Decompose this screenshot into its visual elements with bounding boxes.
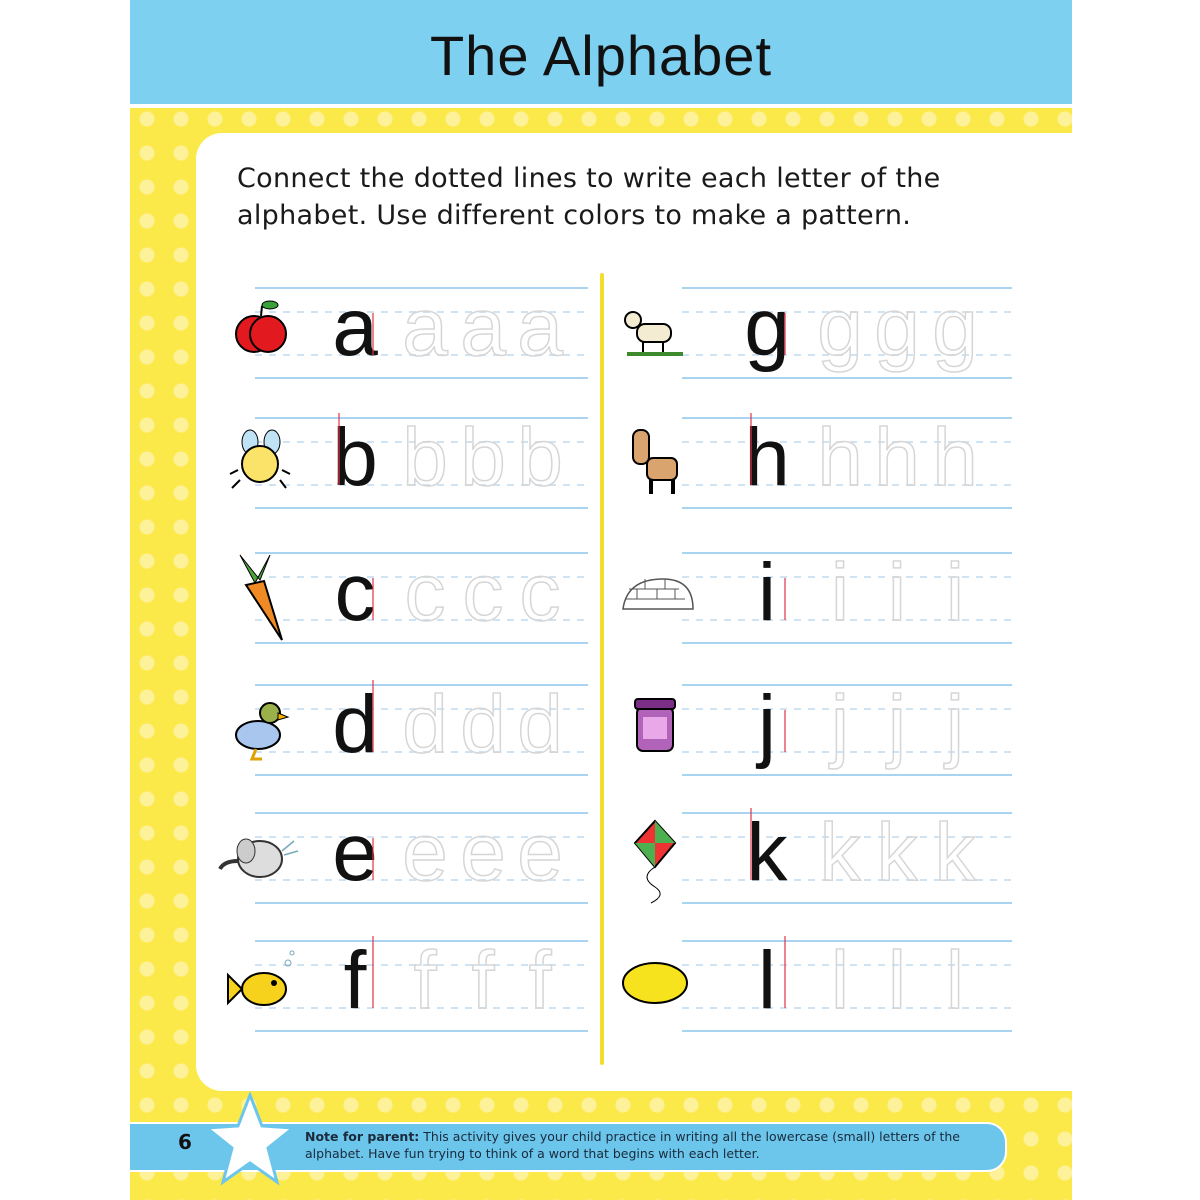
trace-letter[interactable]: b (460, 412, 506, 503)
trace-letter[interactable]: k (819, 807, 861, 898)
star-icon (205, 1092, 295, 1187)
model-letter: j (757, 679, 777, 770)
trace-letter[interactable]: b (402, 412, 448, 503)
letter-row-l (620, 935, 1020, 1038)
trace-letter[interactable]: d (460, 679, 506, 770)
letter-row-g (620, 282, 1020, 385)
trace-letter[interactable]: a (460, 282, 506, 373)
apple-icon (236, 301, 286, 352)
trace-letter[interactable]: f (528, 935, 552, 1026)
model-letter: g (744, 282, 790, 373)
trace-letter[interactable]: i (945, 547, 965, 638)
horse-icon (633, 430, 677, 494)
lemon-icon (623, 963, 687, 1003)
kite-icon (635, 821, 675, 903)
letter-row-j (620, 679, 1020, 782)
trace-letter[interactable]: l (887, 935, 907, 1026)
trace-letter[interactable]: j (887, 679, 907, 770)
writing-guide[interactable] (620, 807, 1020, 910)
trace-letter[interactable]: j (945, 679, 965, 770)
writing-guide[interactable] (210, 807, 610, 910)
writing-guide[interactable] (620, 547, 1020, 650)
trace-letter[interactable]: l (945, 935, 965, 1026)
writing-guide[interactable] (210, 547, 610, 650)
letter-row-c (210, 547, 610, 650)
page-number: 6 (178, 1130, 192, 1154)
trace-letter[interactable]: g (817, 282, 863, 373)
writing-guide[interactable] (620, 412, 1020, 515)
model-letter: c (334, 547, 376, 638)
letter-row-a (210, 282, 610, 385)
letter-row-h (620, 412, 1020, 515)
writing-guide[interactable] (210, 412, 610, 515)
writing-guide[interactable] (620, 282, 1020, 385)
trace-letter[interactable]: g (874, 282, 920, 373)
model-letter: k (746, 807, 788, 898)
letter-row-d (210, 679, 610, 782)
instructions (237, 160, 941, 234)
model-letter: f (343, 935, 367, 1026)
trace-letter[interactable]: f (413, 935, 437, 1026)
letter-row-e (210, 807, 610, 910)
model-letter: h (744, 412, 790, 503)
fish-icon (228, 951, 294, 1005)
writing-guide[interactable] (210, 679, 610, 782)
model-letter: d (332, 679, 378, 770)
trace-letter[interactable]: k (934, 807, 976, 898)
trace-letter[interactable]: h (874, 412, 920, 503)
trace-letter[interactable]: e (517, 807, 563, 898)
trace-letter[interactable]: c (519, 547, 561, 638)
letter-row-f (210, 935, 610, 1038)
trace-letter[interactable]: i (887, 547, 907, 638)
trace-letter[interactable]: a (402, 282, 448, 373)
parent-note (305, 1128, 1000, 1162)
writing-guide[interactable] (620, 679, 1020, 782)
elephant-icon (220, 839, 298, 877)
goat-icon (625, 312, 683, 354)
igloo-icon (623, 579, 693, 609)
trace-letter[interactable]: a (517, 282, 563, 373)
model-letter: i (757, 547, 777, 638)
writing-guide[interactable] (620, 935, 1020, 1038)
trace-letter[interactable]: e (460, 807, 506, 898)
trace-letter[interactable]: e (402, 807, 448, 898)
model-letter: b (332, 412, 378, 503)
model-letter: a (332, 282, 378, 373)
writing-guide[interactable] (210, 282, 610, 385)
trace-letter[interactable]: g (932, 282, 978, 373)
jam-icon (635, 699, 675, 751)
note-label: Note for parent: (305, 1129, 420, 1144)
model-letter: l (757, 935, 777, 1026)
trace-letter[interactable]: c (404, 547, 446, 638)
trace-letter[interactable]: l (830, 935, 850, 1026)
duck-icon (236, 703, 288, 759)
letter-row-i (620, 547, 1020, 650)
trace-letter[interactable]: f (471, 935, 495, 1026)
instructions-line-1: Connect the dotted lines to write each letter of the (237, 163, 941, 194)
header-bar (130, 0, 1072, 108)
trace-letter[interactable]: d (517, 679, 563, 770)
trace-letter[interactable]: h (817, 412, 863, 503)
writing-guide[interactable] (210, 935, 610, 1038)
letter-row-b (210, 412, 610, 515)
letter-row-k (620, 807, 1020, 910)
trace-letter[interactable]: k (876, 807, 918, 898)
carrot-icon (240, 555, 282, 640)
note-text: This activity gives your child practice in writing all the lowercase (small) letters of the alphabet. Have fun trying to think of a word that begins with each letter. (305, 1129, 960, 1161)
trace-letter[interactable]: j (830, 679, 850, 770)
trace-letter[interactable]: h (932, 412, 978, 503)
trace-letter[interactable]: i (830, 547, 850, 638)
bee-icon (230, 430, 290, 488)
trace-letter[interactable]: b (517, 412, 563, 503)
page-title: The Alphabet (429, 24, 773, 87)
instructions-line-2: alphabet. Use different colors to make a pattern. (237, 200, 912, 231)
model-letter: e (332, 807, 378, 898)
trace-letter[interactable]: c (462, 547, 504, 638)
trace-letter[interactable]: d (402, 679, 448, 770)
